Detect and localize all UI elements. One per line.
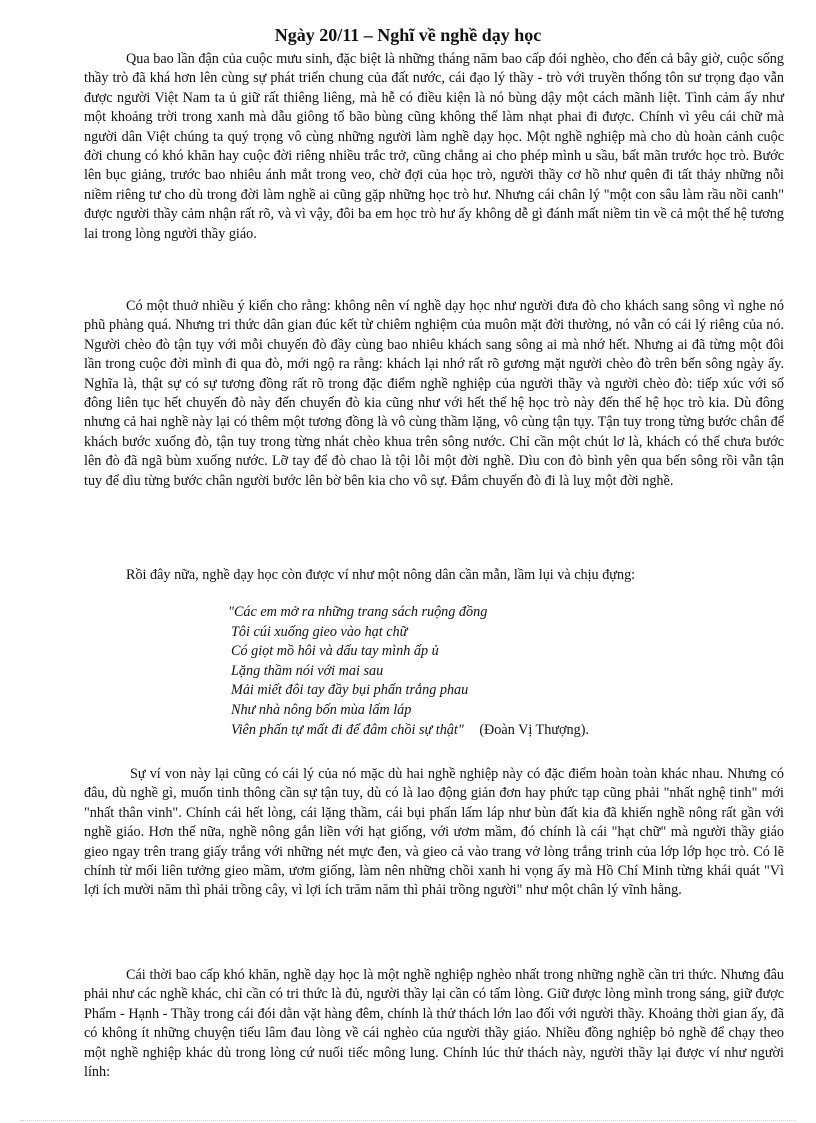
poem-line: Có giọt mồ hôi và dấu tay mình ấp ủ — [231, 643, 439, 660]
paragraph-5: Cái thời bao cấp khó khăn, nghề dạy học là một nghề nghiệp nghèo nhất trong những nghề cần tri thức. Nhưng đâu phải như các nghề khác, chỉ cần có tri thức là đủ, người thầy lại cần có tấm lòng. Giữ được lòng mình trong sáng, giữ được Phẩm - Hạnh - Thầy trong cái đói dằn vặt hàng đêm, chính là thử thách lớn lao đối với người thầy. Khoảng thời gian ấy, đã có không ít những chuyện tiếu lâm đau lòng về cái nghèo của người thầy giáo. Nhiều đồng nghiệp bỏ nghề để chạy theo một nghề nghiệp khác dù trong lòng cứ nuối tiếc mông lung. Chính lúc thử thách này, người thầy lại được ví như người lính: — [84, 967, 784, 1081]
poem-block — [228, 603, 788, 740]
poem-line: Mải miết đôi tay đầy bụi phấn trắng phau — [231, 682, 469, 699]
poem-last-line — [228, 721, 788, 741]
paragraph-3: Rồi đây nữa, nghề dạy học còn được ví như một nông dân cần mẫn, lầm lụi và chịu đựng: — [126, 567, 636, 583]
poem-line: Viên phấn tự mất đi để đâm chồi sự thật" — [231, 721, 464, 738]
poem-line: Lặng thầm nói với mai sau — [231, 662, 384, 679]
poem-line: Tôi cúi xuống gieo vào hạt chữ — [231, 623, 408, 640]
paragraph-4: Sự ví von này lại cũng có cái lý của nó mặc dù hai nghề nghiệp này có đặc điểm hoàn toàn khác nhau. Nhưng có đâu, dù nghề gì, muốn tinh thông cần sự tận tuy, dù có là lao động giản đơn hay phức tạp cũng phải "nhất nghệ tinh" mới "nhất thân vinh". Chính cái hết lòng, cái lặng thầm, cái bụi phấn lấm láp như bùn đất kia đã khiến nghề nông rất gần với nghề giáo. Hơn thế nữa, nghề nông gắn liền với hạt giống, với ươm mầm, đó chính là cái "hạt chữ" mà người thầy giáo gieo ngay trên trang giấy trắng với những nét mực đen, và gieo cả vào trang vở lòng trắng trinh của lớp lớp học trò. Có lẽ chính từ mối liên tưởng gieo mầm, ươm giống, làm nên những chồi xanh hi vọng ấy mà Hồ Chí Minh từng khái quát "Vì lợi ích mười năm thì phải trồng cây, vì lợi ích trăm năm thì phải trồng người" như một chân lý vĩnh hằng. — [84, 766, 784, 899]
poem-author: (Đoàn Vị Thượng). — [479, 721, 589, 738]
document-title: Ngày 20/11 – Nghĩ về nghề dạy học — [274, 25, 542, 45]
paragraph-1: Qua bao lần đận của cuộc mưu sinh, đặc biệt là những tháng năm bao cấp đói nghèo, cho đến cả bây giờ, cuộc sống thầy trò đã khá hơn lên cùng sự phát triển chung của đất nước, cái đạo lý thầy - trò với truyền thống tôn sư trọng đạo vẫn được người Việt Nam ta ủ giữ rất thiêng liêng, mà hễ có điều kiện là nó bùng dậy một cách mãnh liệt. Tình cảm ấy như một khoảng trời trong xanh mà dẫu giông tố bão bùng cũng không thể làm nhạt phai đi được. Chính vì yêu cái chữ mà người dân Việt chúng ta quý trọng vô cùng những người làm nghề dạy học. Một nghề nghiệp mà cho dù hoàn cảnh cuộc đời chung có khó khăn hay cuộc đời riêng nhiều trắc trở, cũng chẳng ai cho phép mình u sầu, bất mãn trước học trò. Bước lên bục giảng, trước bao nhiêu ánh mắt trong veo, chờ đợi của học trò, người thầy cơ hồ như quên đi tất thảy những nỗi niềm riêng tư cho dù trong đời làm nghề ai cũng gặp những học trò hư. Nhưng cái chân lý "một con sâu làm rầu nồi canh" được người thầy cảm nhận rất rõ, và vì vậy, đôi ba em học trò hư ấy không dễ gì đánh mất niềm tin về cả một thế hệ tương lai trong lòng người thầy giáo. — [84, 51, 784, 242]
poem-line: Như nhà nông bốn mùa lấm láp — [231, 701, 412, 718]
page-bottom-divider — [20, 1120, 796, 1121]
poem-line: "Các em mở ra những trang sách ruộng đồng — [228, 604, 488, 620]
paragraph-2: Có một thuở nhiều ý kiến cho rằng: không nên ví nghề dạy học như người đưa đò cho khách sang sông vì nghe nó phũ phàng quá. Nhưng tri thức dân gian đúc kết từ chiêm nghiệm của muôn mặt đời thường, nó vẫn có cái lý riêng của nó. Người chèo đò tận tụy với mỗi chuyến đò đầy cùng bao nhiêu khách sang sông ai mà nhớ hết. Nhưng ai đã từng một đôi lần trong cuộc đời mình đi qua đò, mới ngộ ra rằng: khách lại nhớ rất rõ gương mặt người chèo đò trên bến sông ngày ấy. Nghĩa là, thật sự có sự tương đồng rất rõ trong đặc điểm nghề nghiệp của người thầy và người chèo đò: tiếp xúc với số đông liên tục hết chuyến đò này đến chuyến đò kia cũng như với hết thế hệ học trò này đến thế hệ học trò kia. Dù đông nhưng cả hai nghề này lại có thêm một tương đồng là vô cùng thầm lặng, vô cùng tận tụy. Tận tuy trong từng bước chân để khách bước xuống đò, tận tuy trong từng nhát chèo khua trên sông nước. Chỉ cần một chút lơ là, khách có thể chưa bước lên đò đã ngã bùm xuống nước. Lỡ tay để đò chao là tội lỗi một đời nghề. Dìu con đò bình yên qua bến sông rồi vẫn tận tuy để dìu từng bước chân người bước lên bờ bên kia cho vô sự. Đắm chuyến đò đi là luỵ một đời nghề. — [84, 298, 784, 489]
